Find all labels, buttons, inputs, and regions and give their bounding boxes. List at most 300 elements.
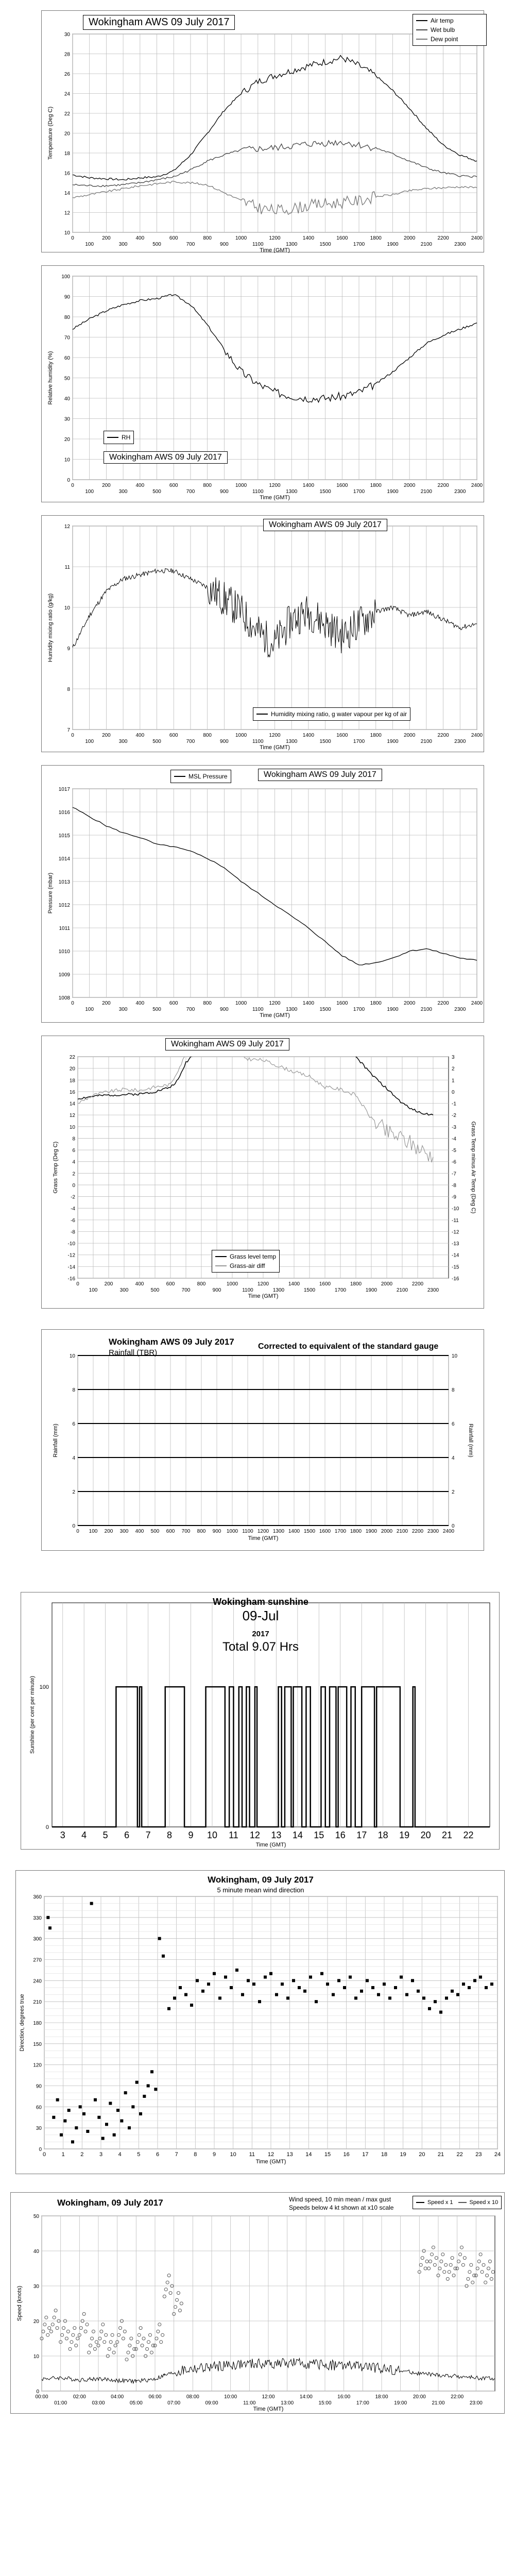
x-tick-label: 1000 [235,733,247,738]
x-tick-label: 16 [343,2151,350,2158]
y-tick-label: 40 [33,2249,39,2255]
y-tick-label: 18 [64,151,70,157]
direction-point [158,1937,161,1940]
x-tick-label: 2000 [404,1001,416,1006]
direction-point [113,2133,116,2137]
y2-tick-label: 2 [452,1489,455,1495]
x-tick-label: 3 [60,1830,65,1840]
direction-point [116,2109,119,2112]
x-tick-label: 13 [286,2151,293,2158]
y-tick-label: 330 [33,1915,42,1921]
x-tick-label: 1700 [353,489,365,495]
y-tick-label: 150 [33,2041,42,2047]
x-tick-label: 02:00 [73,2394,86,2400]
direction-point [411,1979,414,1982]
x-tick-label: 600 [166,1529,175,1534]
x-tick-label: 1700 [334,1529,347,1534]
legend-dew-point-label: Dew point [431,36,458,43]
y-tick-label: 18 [69,1078,75,1084]
y-tick-label: 0 [72,1523,75,1529]
x-tick-label: 0 [42,2151,46,2158]
y-tick-label: 16 [69,1089,75,1095]
y-tick-label: 20 [69,1066,75,1072]
direction-point [473,1979,476,1982]
y-tick-label: 0 [72,1182,75,1189]
x-tick-label: 1600 [336,235,348,241]
y2-tick-label: 4 [452,1455,455,1461]
y-tick-label: 24 [64,91,70,97]
direction-point [167,2007,170,2010]
pressure-legend [170,770,231,783]
x-tick-label: 2200 [437,235,449,241]
direction-point [366,1979,369,1982]
x-tick-label: 19:00 [394,2400,407,2406]
x-tick-label: 04:00 [111,2394,124,2400]
x-tick-label: 400 [135,235,145,241]
x-tick-label: 8 [167,1830,173,1840]
x-tick-label: 2100 [396,1287,408,1293]
direction-point [337,1979,340,1982]
direction-point [143,2095,146,2098]
x-tick-label: 1200 [269,733,281,738]
x-tick-label: 10 [230,2151,236,2158]
y-tick-label: 12 [69,1113,75,1119]
x-tick-label: 09:00 [205,2400,218,2406]
x-tick-label: 0 [76,1281,79,1287]
legend-mixing-ratio [256,709,407,719]
y-axis-label: Relative humidity (%) [47,351,54,405]
x-tick-label: 1500 [319,1007,331,1012]
y-tick-label: 10 [69,1353,75,1359]
x-tick-label: 2300 [454,489,466,495]
direction-point [439,2011,442,2014]
x-axis-label: Time (GMT) [255,2159,286,2165]
x-tick-label: 1300 [286,242,298,247]
x-tick-label: 400 [135,1281,144,1287]
direction-point [179,1986,182,1989]
direction-point [456,1993,459,1996]
y-tick-label: 1013 [58,879,70,885]
rainfall-subtitle: Rainfall (TBR) [109,1348,158,1357]
x-tick-label: 100 [85,739,94,744]
x-tick-label: 1100 [252,242,264,247]
x-tick-label: 2300 [454,242,466,247]
x-tick-label: 400 [135,1529,144,1534]
legend-speed-x1-label: Speed x 1 [427,2199,453,2206]
x-tick-label: 1200 [269,1001,281,1006]
direction-point [417,1990,420,1993]
y-tick-label: -10 [67,1241,75,1247]
direction-point [451,1990,454,1993]
x-tick-label: 400 [135,1001,145,1006]
y-tick-label: 10 [69,1124,75,1130]
y2-tick-label: 10 [452,1353,458,1359]
y-tick-label: -16 [67,1276,75,1282]
y-tick-label: -14 [67,1264,75,1270]
direction-point [241,1993,244,1996]
direction-point [468,1986,471,1989]
x-tick-label: 18 [381,2151,388,2158]
y-tick-label: 50 [64,376,70,382]
y-tick-label: 0 [67,478,70,483]
mixing-ratio-title: Wokingham AWS 09 July 2017 [263,519,387,531]
wind-speed-subtitle: Wind speed, 10 min mean / max gust [289,2196,391,2203]
x-tick-label: 500 [152,739,161,744]
x-tick-label: 1800 [370,1001,382,1006]
legend-speed-x10 [458,2198,499,2207]
direction-point [86,2130,89,2133]
grass-temp-legend [212,1250,280,1273]
x-tick-label: 21 [437,2151,444,2158]
y-tick-label: 12 [64,524,70,530]
x-tick-label: 2000 [404,483,416,488]
y-tick-label: 2 [72,1171,75,1177]
direction-point [173,1996,176,1999]
x-tick-label: 2300 [427,1287,439,1293]
direction-point [48,1926,52,1929]
x-tick-label: 700 [186,739,195,744]
x-tick-label: 1100 [252,489,264,495]
y2-axis-label: Grass Temp minus Air Temp (Deg C) [470,1121,476,1214]
x-tick-label: 1600 [336,483,348,488]
direction-point [349,1976,352,1979]
x-tick-label: 14 [305,2151,312,2158]
x-tick-label: 900 [220,242,229,247]
x-tick-label: 22 [456,2151,463,2158]
mixing-ratio-chart [41,515,484,752]
direction-point [90,1902,93,1905]
sunshine-total: Total 9.07 Hrs [222,1640,299,1654]
x-tick-label: 1900 [365,1529,377,1534]
x-tick-label: 200 [102,733,111,738]
y-axis-label: Rainfall (mm) [53,1423,59,1458]
x-tick-label: 3 [99,2151,103,2158]
direction-point [264,1976,267,1979]
direction-point [150,2070,153,2073]
x-tick-label: 1600 [336,733,348,738]
x-tick-label: 800 [203,235,212,241]
y-tick-label: 0 [39,2147,42,2153]
y2-tick-label: 0 [452,1089,455,1095]
x-tick-label: 14 [292,1830,303,1840]
x-tick-label: 19 [400,2151,406,2158]
x-tick-label: 600 [169,235,178,241]
x-tick-label: 900 [212,1287,221,1293]
x-tick-label: 5 [137,2151,141,2158]
x-tick-label: 800 [197,1529,206,1534]
y-tick-label: 10 [64,230,70,236]
x-tick-label: 2100 [420,489,432,495]
direction-point [247,1979,250,1982]
x-tick-label: 300 [119,1529,129,1534]
x-tick-label: 1200 [257,1529,269,1534]
x-tick-label: 4 [118,2151,122,2158]
wind-speed-title: Wokingham, 09 July 2017 [57,2198,163,2208]
x-tick-label: 1600 [319,1529,331,1534]
direction-point [213,1972,216,1975]
y-tick-label: 100 [39,1684,49,1691]
x-tick-label: 1900 [365,1287,377,1293]
y-tick-label: 360 [33,1894,42,1900]
y-tick-label: 7 [67,727,70,733]
wind-direction-chart [15,1870,505,2174]
x-tick-label: 700 [181,1287,191,1293]
x-tick-label: 19 [399,1830,410,1840]
x-tick-label: 1800 [350,1281,362,1287]
direction-point [315,2000,318,2003]
y2-tick-label: -15 [452,1264,459,1270]
x-tick-label: 900 [220,1007,229,1012]
y-tick-label: 20 [33,2319,39,2325]
legend-grass-air-diff-label: Grass-air diff [230,1262,265,1269]
wind-speed-note: Speeds below 4 kt shown at x10 scale [289,2204,394,2211]
x-tick-label: 1300 [272,1529,285,1534]
y2-tick-label: -9 [452,1194,456,1200]
x-tick-label: 13 [271,1830,282,1840]
x-tick-label: 1100 [242,1287,253,1293]
x-tick-label: 1200 [269,483,281,488]
y-tick-label: 11 [64,565,70,570]
x-tick-label: 1400 [302,235,315,241]
x-tick-label: 800 [203,733,212,738]
x-tick-label: 0 [71,733,74,738]
x-tick-label: 1200 [257,1281,269,1287]
x-tick-label: 1400 [288,1281,300,1287]
rh-title: Wokingham AWS 09 July 2017 [104,451,228,464]
x-tick-label: 2300 [427,1529,439,1534]
y-tick-label: 8 [67,687,70,692]
x-tick-label: 400 [135,733,145,738]
y-tick-label: 120 [33,2062,42,2069]
wind-speed-chart [10,2192,505,2414]
x-tick-label: 300 [118,739,128,744]
direction-point [60,2133,63,2137]
x-tick-label: 12 [267,2151,274,2158]
x-tick-label: 2300 [454,739,466,744]
direction-point [63,2120,66,2123]
x-tick-label: 100 [89,1529,98,1534]
legend-air-temp [416,16,483,25]
x-tick-label: 01:00 [54,2400,67,2406]
y-tick-label: 70 [64,335,70,341]
y-tick-label: 26 [64,72,70,77]
wind-direction-subtitle: 5 minute mean wind direction [217,1886,304,1894]
x-tick-label: 20 [420,1830,431,1840]
x-tick-label: 20 [419,2151,425,2158]
y2-tick-label: -11 [452,1217,459,1224]
x-tick-label: 1000 [235,235,247,241]
x-tick-label: 1100 [252,739,264,744]
direction-point [405,1993,408,1996]
direction-point [218,1996,221,1999]
x-tick-label: 1400 [302,483,315,488]
y-tick-label: 30 [64,32,70,38]
legend-mixing-ratio-label: Humidity mixing ratio, g water vapour per kg of air [271,710,407,718]
x-tick-label: 6 [156,2151,160,2158]
y-tick-label: 300 [33,1936,42,1942]
direction-point [434,2000,437,2003]
y2-tick-label: -12 [452,1229,459,1235]
x-tick-label: 200 [102,1001,111,1006]
x-tick-label: 15 [314,1830,324,1840]
x-tick-label: 15 [324,2151,331,2158]
x-tick-label: 2400 [471,733,483,738]
x-tick-label: 2000 [404,235,416,241]
y-tick-label: 30 [36,2126,42,2132]
x-tick-label: 100 [85,242,94,247]
y2-tick-label: -16 [452,1276,459,1282]
y-tick-label: 30 [33,2284,39,2290]
direction-point [479,1976,482,1979]
x-tick-label: 1700 [353,739,365,744]
x-tick-label: 300 [118,1007,128,1012]
x-tick-label: 700 [186,242,195,247]
x-tick-label: 1900 [387,242,399,247]
y-tick-label: 2 [72,1489,75,1495]
sunshine-title: Wokingham sunshine [213,1597,308,1607]
y-tick-label: 80 [64,315,70,320]
direction-point [71,2140,74,2143]
direction-point [326,1982,329,1986]
direction-point [258,2000,261,2003]
x-tick-label: 1600 [336,1001,348,1006]
x-tick-label: 500 [150,1529,160,1534]
y-tick-label: 1016 [58,810,70,816]
x-axis-label: Time (GMT) [255,1842,286,1848]
direction-point [298,1986,301,1989]
direction-point [224,1976,227,1979]
direction-point [292,1979,295,1982]
mixing-ratio-legend [253,707,410,721]
x-tick-label: 2400 [442,1529,455,1534]
y-axis-label: Speed (knots) [16,2285,23,2321]
x-tick-label: 2200 [411,1281,424,1287]
direction-point [131,2105,134,2108]
legend-speed-x1 [416,2198,453,2207]
x-tick-label: 17 [362,2151,369,2158]
y-tick-label: 10 [64,605,70,611]
y2-tick-label: -6 [452,1159,456,1165]
x-tick-label: 1500 [303,1287,316,1293]
direction-point [56,2098,59,2102]
y-tick-label: 60 [36,2105,42,2111]
y-tick-label: -4 [71,1206,75,1212]
direction-point [124,2091,127,2094]
y-axis-label: Pressure (mbar) [47,872,54,914]
y-axis-label: Grass Temp (Deg C) [53,1141,59,1194]
x-tick-label: 1800 [370,733,382,738]
x-tick-label: 1000 [226,1281,238,1287]
direction-point [252,1982,255,1986]
x-tick-label: 2 [80,2151,84,2158]
x-tick-label: 06:00 [148,2394,162,2400]
legend-pressure [174,772,228,781]
x-tick-label: 13:00 [281,2400,294,2406]
x-tick-label: 22 [463,1830,474,1840]
y2-tick-label: -7 [452,1171,456,1177]
pressure-svg [42,766,485,1023]
x-tick-label: 15:00 [318,2400,332,2406]
x-tick-label: 0 [71,1001,74,1006]
y-tick-label: 1009 [58,972,70,978]
y-tick-label: 0 [45,1824,49,1831]
x-tick-label: 300 [118,242,128,247]
legend-wet-bulb [416,25,483,35]
x-tick-label: 1200 [269,235,281,241]
grass-temp-title: Wokingham AWS 09 July 2017 [165,1038,289,1050]
rh-svg [42,266,485,503]
y-tick-label: 40 [64,396,70,402]
y-tick-label: 1010 [58,949,70,955]
direction-point [485,1986,488,1989]
direction-point [394,1986,397,1989]
direction-point [67,2109,71,2112]
x-tick-label: 20:00 [413,2394,426,2400]
x-tick-label: 07:00 [167,2400,181,2406]
y2-tick-label: 3 [452,1055,455,1060]
y-axis-label: Humidity mixing ratio (g/kg) [47,593,54,663]
x-tick-label: 400 [135,483,145,488]
direction-point [207,1982,210,1986]
x-tick-label: 600 [166,1281,175,1287]
x-tick-label: 1900 [387,489,399,495]
x-tick-label: 2400 [471,1001,483,1006]
direction-point [400,1976,403,1979]
y2-tick-label: -4 [452,1136,456,1142]
direction-point [109,2102,112,2105]
legend-grass-air-diff [215,1261,276,1270]
x-tick-label: 1000 [235,483,247,488]
x-tick-label: 2100 [420,739,432,744]
x-tick-label: 18 [377,1830,388,1840]
y-tick-label: 210 [33,1999,42,2006]
x-tick-label: 1500 [319,242,331,247]
direction-point [275,1993,278,1996]
legend-dew-point [416,35,483,44]
legend-grass-level-label: Grass level temp [230,1253,277,1260]
y-tick-label: 28 [64,52,70,58]
x-tick-label: 2200 [437,1001,449,1006]
y-tick-label: 1017 [58,787,70,792]
x-tick-label: 11 [249,2151,255,2158]
x-tick-label: 12:00 [262,2394,275,2400]
x-tick-label: 1300 [286,1007,298,1012]
direction-point [343,1986,346,1989]
y-tick-label: 6 [72,1148,75,1154]
x-tick-label: 1400 [302,1001,315,1006]
x-tick-label: 2000 [381,1281,393,1287]
direction-point [320,1972,323,1975]
y-axis-label: Temperature (Deg C) [47,106,54,160]
x-tick-label: 900 [220,489,229,495]
wind-speed-svg [11,2193,505,2414]
x-tick-label: 12 [249,1830,260,1840]
y-tick-label: 4 [72,1159,75,1165]
y2-tick-label: -14 [452,1252,459,1259]
direction-point [235,1969,238,1972]
x-tick-label: 24 [494,2151,501,2158]
x-tick-label: 1900 [387,739,399,744]
legend-pressure-label: MSL Pressure [188,773,228,780]
direction-point [162,1955,165,1958]
temperature-title: Wokingham AWS 09 July 2017 [83,15,235,30]
x-tick-label: 1100 [242,1529,253,1534]
x-tick-label: 05:00 [129,2400,143,2406]
rh-legend [104,431,134,444]
y-tick-label: 1011 [59,926,70,931]
direction-point [371,1986,374,1989]
x-axis-label: Time (GMT) [260,495,290,501]
